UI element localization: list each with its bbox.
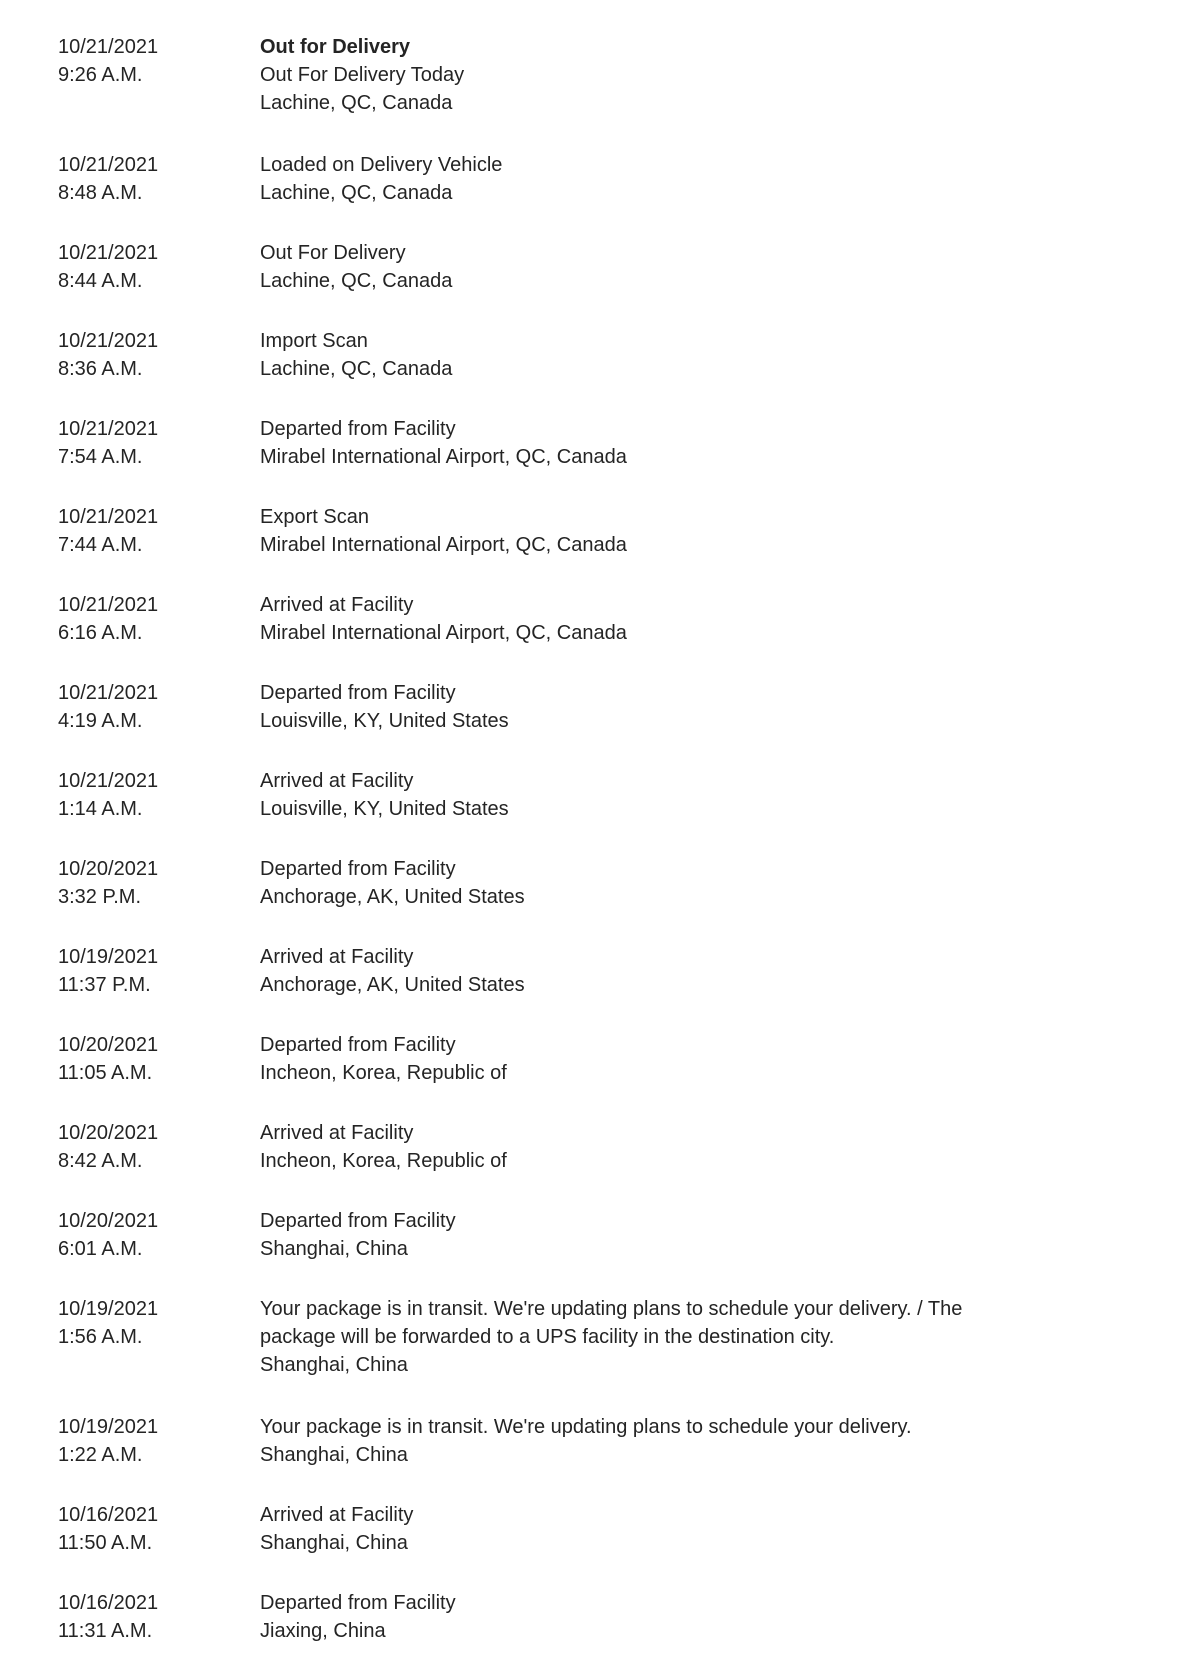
event-date: 10/21/2021 xyxy=(58,242,159,264)
event-location: Mirabel International Airport, QC, Canada xyxy=(260,446,627,468)
event-details xyxy=(260,943,1180,999)
event-timestamp xyxy=(0,591,260,647)
event-time: 8:42 A.M. xyxy=(58,1150,143,1172)
event-status: Your package is in transit. We're updating plans to schedule your delivery. / The package will be forwarded to a UPS facility in the destination city. xyxy=(260,1298,963,1348)
tracking-event-row xyxy=(0,1207,1180,1263)
event-status: Out for Delivery xyxy=(260,36,411,58)
event-timestamp xyxy=(0,1119,260,1175)
event-status: Departed from Facility xyxy=(260,1210,456,1232)
event-timestamp xyxy=(0,1207,260,1263)
event-details xyxy=(260,591,1180,647)
event-status: Import Scan xyxy=(260,330,368,352)
tracking-event-row xyxy=(0,1119,1180,1175)
event-date: 10/21/2021 xyxy=(58,330,159,352)
event-time: 6:01 A.M. xyxy=(58,1238,143,1260)
event-details xyxy=(260,1413,1180,1469)
event-location: Incheon, Korea, Republic of xyxy=(260,1150,507,1172)
event-location: Lachine, QC, Canada xyxy=(260,92,453,114)
event-details xyxy=(260,1207,1180,1263)
event-location: Shanghai, China xyxy=(260,1532,408,1554)
event-time: 1:14 A.M. xyxy=(58,798,143,820)
event-location: Anchorage, AK, United States xyxy=(260,974,525,996)
tracking-event-row xyxy=(0,1501,1180,1557)
event-location: Shanghai, China xyxy=(260,1238,408,1260)
event-status: Your package is in transit. We're updating plans to schedule your delivery. xyxy=(260,1416,912,1438)
event-time: 8:36 A.M. xyxy=(58,358,143,380)
event-time: 4:19 A.M. xyxy=(58,710,143,732)
event-time: 1:56 A.M. xyxy=(58,1326,143,1348)
event-time: 1:22 A.M. xyxy=(58,1444,143,1466)
event-location: Mirabel International Airport, QC, Canada xyxy=(260,534,627,556)
event-timestamp xyxy=(0,1589,260,1645)
event-status: Arrived at Facility xyxy=(260,1122,414,1144)
event-time: 11:37 P.M. xyxy=(58,974,151,996)
event-location: Shanghai, China xyxy=(260,1444,408,1466)
tracking-event-row xyxy=(0,327,1180,383)
tracking-event-row xyxy=(0,239,1180,295)
event-date: 10/19/2021 xyxy=(58,1298,159,1320)
event-detail: Out For Delivery Today xyxy=(260,64,465,86)
event-location: Lachine, QC, Canada xyxy=(260,270,453,292)
event-time: 8:48 A.M. xyxy=(58,182,143,204)
tracking-event-row xyxy=(0,1413,1180,1469)
event-timestamp xyxy=(0,1413,260,1469)
event-location: Incheon, Korea, Republic of xyxy=(260,1062,507,1084)
event-date: 10/20/2021 xyxy=(58,1122,159,1144)
event-date: 10/20/2021 xyxy=(58,858,159,880)
event-details xyxy=(260,767,1180,823)
event-time: 3:32 P.M. xyxy=(58,886,142,908)
event-details xyxy=(260,503,1180,559)
event-status: Departed from Facility xyxy=(260,858,456,880)
event-timestamp xyxy=(0,327,260,383)
event-status: Arrived at Facility xyxy=(260,594,414,616)
event-details xyxy=(260,327,1180,383)
tracking-event-row xyxy=(0,591,1180,647)
event-details xyxy=(260,33,1180,117)
event-status: Departed from Facility xyxy=(260,682,456,704)
event-status: Departed from Facility xyxy=(260,418,456,440)
event-status: Arrived at Facility xyxy=(260,1504,414,1526)
tracking-event-row xyxy=(0,1031,1180,1087)
event-status: Out For Delivery xyxy=(260,242,406,264)
event-timestamp xyxy=(0,239,260,295)
event-time: 11:50 A.M. xyxy=(58,1532,153,1554)
event-status: Export Scan xyxy=(260,506,369,528)
event-timestamp xyxy=(0,1501,260,1557)
event-location: Lachine, QC, Canada xyxy=(260,358,453,380)
event-timestamp xyxy=(0,767,260,823)
tracking-event-row xyxy=(0,943,1180,999)
event-date: 10/21/2021 xyxy=(58,506,159,528)
event-details xyxy=(260,855,1180,911)
event-timestamp xyxy=(0,151,260,207)
event-location: Lachine, QC, Canada xyxy=(260,182,453,204)
event-location: Shanghai, China xyxy=(260,1354,408,1376)
event-date: 10/19/2021 xyxy=(58,1416,159,1438)
event-timestamp xyxy=(0,855,260,911)
event-details xyxy=(260,1031,1180,1087)
event-location: Louisville, KY, United States xyxy=(260,798,509,820)
event-date: 10/21/2021 xyxy=(58,770,159,792)
event-timestamp xyxy=(0,1031,260,1087)
event-details xyxy=(260,415,1180,471)
tracking-event-row xyxy=(0,503,1180,559)
event-date: 10/21/2021 xyxy=(58,594,159,616)
event-status: Arrived at Facility xyxy=(260,770,414,792)
tracking-event-row xyxy=(0,1589,1180,1645)
event-date: 10/21/2021 xyxy=(58,418,159,440)
event-date: 10/21/2021 xyxy=(58,682,159,704)
event-time: 11:31 A.M. xyxy=(58,1620,153,1642)
event-timestamp xyxy=(0,943,260,999)
event-date: 10/21/2021 xyxy=(58,154,159,176)
event-details xyxy=(260,239,1180,295)
event-date: 10/20/2021 xyxy=(58,1034,159,1056)
event-location: Louisville, KY, United States xyxy=(260,710,509,732)
tracking-event-row xyxy=(0,1295,1180,1379)
event-time: 6:16 A.M. xyxy=(58,622,143,644)
event-timestamp xyxy=(0,1295,260,1351)
event-status: Departed from Facility xyxy=(260,1592,456,1614)
event-timestamp xyxy=(0,679,260,735)
event-details xyxy=(260,151,1180,207)
event-timestamp xyxy=(0,415,260,471)
event-time: 7:44 A.M. xyxy=(58,534,143,556)
event-details xyxy=(260,1295,1180,1379)
event-date: 10/16/2021 xyxy=(58,1504,159,1526)
event-time: 7:54 A.M. xyxy=(58,446,143,468)
event-status: Departed from Facility xyxy=(260,1034,456,1056)
event-time: 11:05 A.M. xyxy=(58,1062,153,1084)
event-location: Anchorage, AK, United States xyxy=(260,886,525,908)
tracking-event-row xyxy=(0,767,1180,823)
tracking-event-row xyxy=(0,855,1180,911)
tracking-event-row xyxy=(0,151,1180,207)
event-date: 10/19/2021 xyxy=(58,946,159,968)
event-date: 10/16/2021 xyxy=(58,1592,159,1614)
event-details xyxy=(260,1589,1180,1645)
event-timestamp xyxy=(0,503,260,559)
event-location: Jiaxing, China xyxy=(260,1620,386,1642)
event-status: Loaded on Delivery Vehicle xyxy=(260,154,503,176)
event-date: 10/20/2021 xyxy=(58,1210,159,1232)
event-time: 8:44 A.M. xyxy=(58,270,143,292)
tracking-event-row xyxy=(0,415,1180,471)
event-time: 9:26 A.M. xyxy=(58,64,143,86)
event-details xyxy=(260,1119,1180,1175)
event-status: Arrived at Facility xyxy=(260,946,414,968)
event-date: 10/21/2021 xyxy=(58,36,159,58)
event-timestamp xyxy=(0,33,260,89)
tracking-event-row xyxy=(0,679,1180,735)
tracking-event-row xyxy=(0,33,1180,117)
event-details xyxy=(260,679,1180,735)
event-location: Mirabel International Airport, QC, Canada xyxy=(260,622,627,644)
event-details xyxy=(260,1501,1180,1557)
